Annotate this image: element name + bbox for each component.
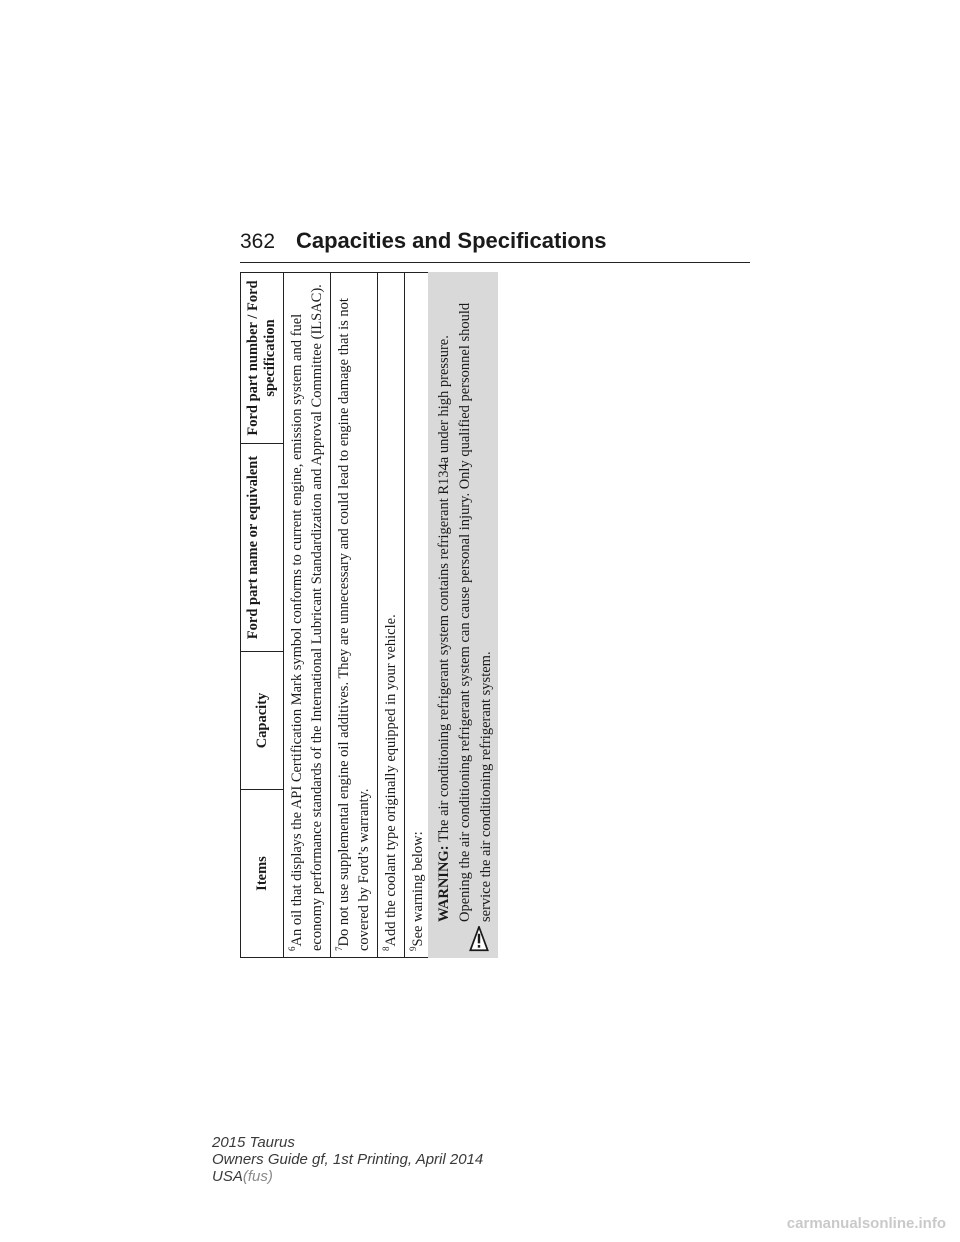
- warning-label: WARNING:: [436, 845, 452, 922]
- warning-triangle-icon: [466, 926, 492, 952]
- footnote-text: See warning below:: [410, 831, 426, 947]
- page-footer: [212, 1134, 483, 1185]
- footer-region-sub: (fus): [242, 1168, 273, 1185]
- page-number: 362: [240, 230, 276, 253]
- table-row: [331, 273, 378, 958]
- warning-body: [434, 282, 497, 922]
- footnote-mark: 7: [334, 946, 344, 951]
- footnote-mark: 9: [408, 946, 418, 951]
- footer-region-main: USA: [212, 1168, 243, 1185]
- col-header-items: Items: [241, 790, 284, 958]
- section-title: Capacities and Specifications: [296, 228, 607, 253]
- col-header-part-name: Ford part name or equivalent: [241, 444, 284, 652]
- warning-text: The air conditioning refrigerant system contains refrigerant R134a under high pressure. Opening the air conditioning refrigerant system can cause personal injury. Only qualified personnel should service the air conditioning refrigerant system.: [436, 302, 494, 922]
- footnote-text: Add the coolant type originally equipped in your vehicle.: [383, 614, 399, 947]
- table-header-row: [241, 273, 284, 958]
- footnote-8: [378, 273, 405, 958]
- warning-box: [428, 272, 498, 958]
- footer-model: 2015 Taurus: [212, 1134, 295, 1151]
- col-header-capacity: Capacity: [241, 652, 284, 790]
- footer-guide: Owners Guide gf, 1st Printing, April 2014: [212, 1151, 484, 1168]
- footnote-6: [284, 273, 331, 958]
- footnote-text: Do not use supplemental engine oil additives. They are unnecessary and could lead to engine damage that is not covered by Ford’s warranty.: [336, 298, 372, 951]
- footnote-mark: 8: [381, 946, 391, 951]
- footnote-text: An oil that displays the API Certification Mark symbol conforms to current engine, emission system and fuel economy performance standards of the International Lubricant Standardization and Approval Committee (ILSAC).: [289, 284, 325, 951]
- footnote-mark: 6: [287, 946, 297, 951]
- page-header: [240, 230, 750, 263]
- table-row: [378, 273, 405, 958]
- specifications-table: [240, 272, 426, 958]
- footer-region: [212, 1168, 483, 1185]
- watermark: carmanualsonline.info: [786, 1215, 946, 1232]
- col-header-part-number: Ford part number / Ford specification: [241, 273, 284, 444]
- footnote-7: [331, 273, 378, 958]
- table-row: [284, 273, 331, 958]
